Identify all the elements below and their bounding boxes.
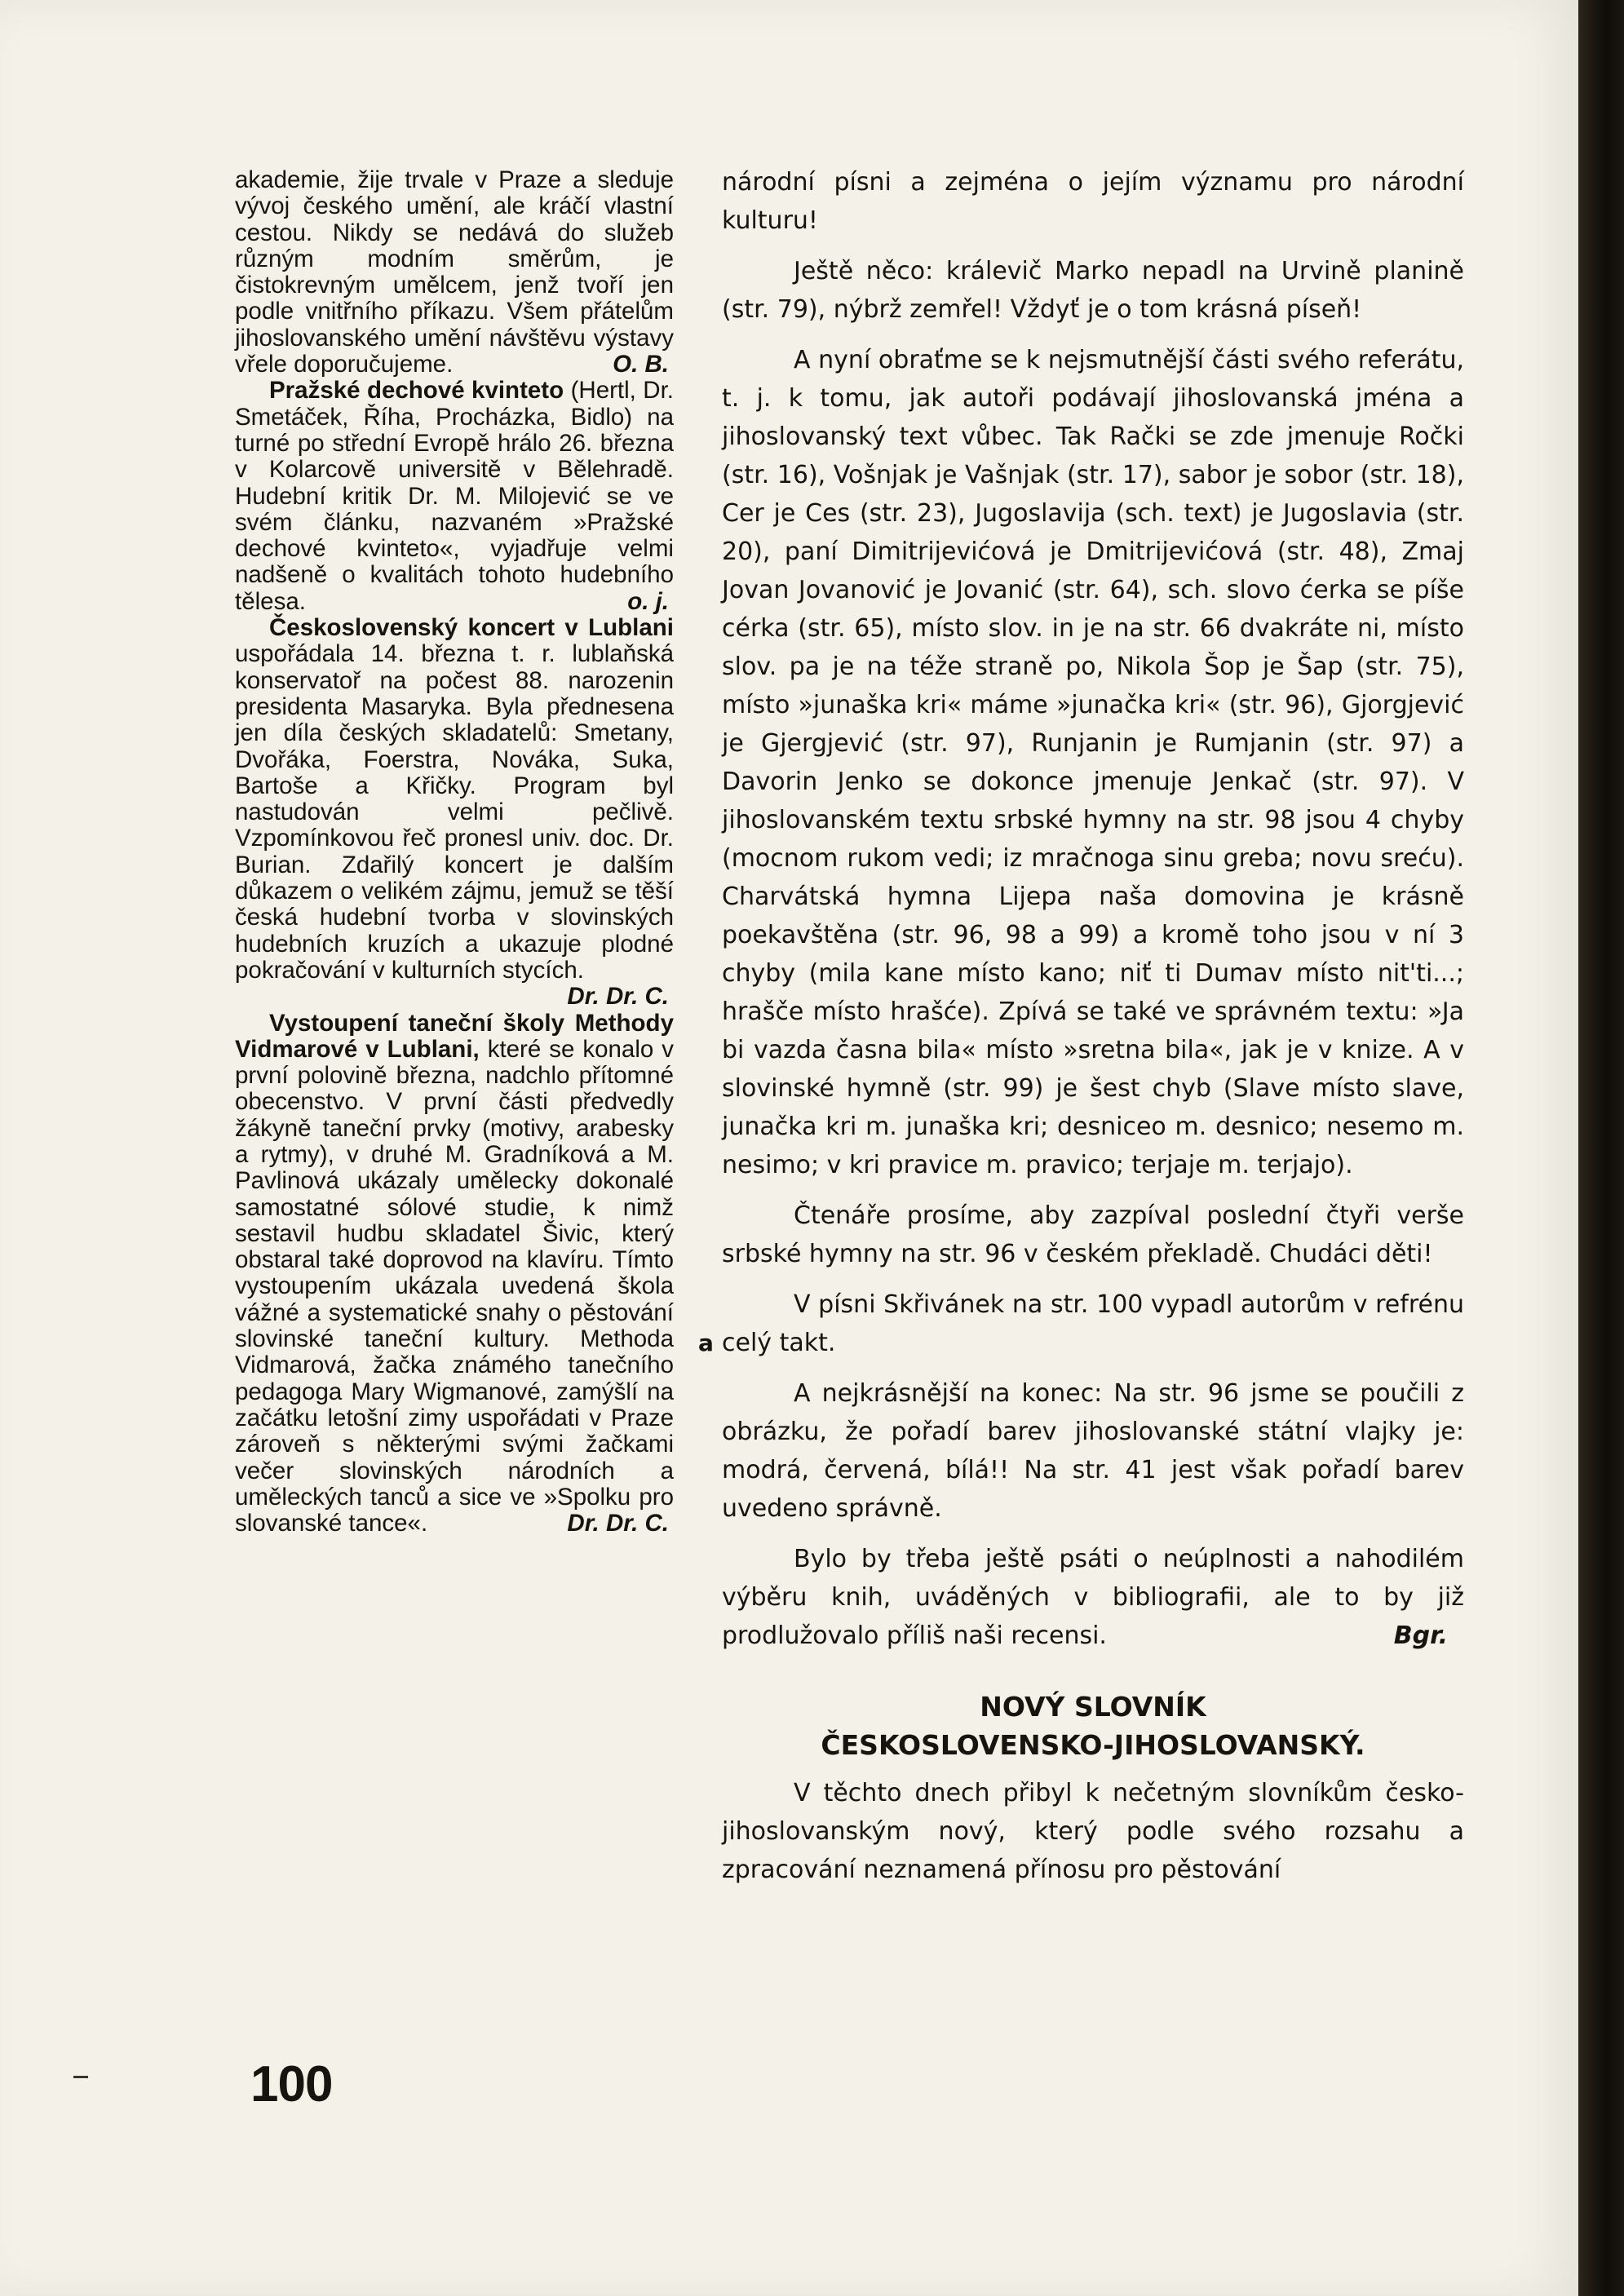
margin-mark: [73, 2076, 88, 2078]
paragraph-text: (Hertl, Dr. Smetáček, Říha, Procházka, Bidlo) na turné po střední Evropě hrálo 26. března v Kolarcově universitě v Bělehradě. Hudební kritik Dr. M. Milojević se ve svém článku, nazvaném »Pražské dechové kvinteto«, vyjadřuje velmi nadšeně o kvalitách tohoto hudebního tělesa.: [235, 377, 674, 615]
section-heading: [722, 1688, 1464, 1764]
article-paragraph: [235, 1011, 674, 1537]
article-paragraph: [235, 378, 674, 615]
review-paragraph: V těchto dnech přibyl k nečetným slovníkům česko-jihoslovanským nový, který podle svého rozsahu a zpracování neznamená přínosu pro pěstování: [722, 1779, 1464, 1884]
paragraph-text: akademie, žije trvale v Praze a sleduje vývoj českého umění, ale kráčí vlastní cestou. Nikdy se nedává do služeb různým modním směrům, je čistokrevným umělcem, jenž tvoří jen podle vnitřního příkazu. Všem přátelům jihoslovanského umění návštěvu výstavy vřele doporučujeme.: [235, 166, 674, 378]
paragraph-text: které se konalo v první polovině března, nadchlo přítomné obecenstvo. V první části předvedly žákyně taneční prvky (motivy, arabesky a rytmy), v druhé M. Gradníková a M. Pavlinová ukázaly umělecky dokonalé samostatné sólové studie, k nimž sestavil hudbu skladatel Šivic, který obstaral také doprovod na klavíru. Tímto vystoupením ukázala uvedená škola vážné a systematické snahy o pěstování slovinské taneční kultury. Methoda Vidmarová, žačka známého tanečního pedagoga Mary Wigmanové, zamýšlí na začátku letošní zimy uspořádati v Praze zároveň s některými svými žačkami večer slovinských národních a uměleckých tanců a sice ve »Spolku pro slovanské tance«.: [235, 1035, 674, 1537]
heading-line: NOVÝ SLOVNÍK: [980, 1691, 1206, 1723]
author-signature: Dr. Dr. C.: [567, 983, 669, 1011]
page-edge: [1578, 0, 1624, 2296]
author-signature: Bgr.: [1393, 1621, 1448, 1650]
side-mark: a: [698, 1329, 714, 1356]
heading-line: ČESKOSLOVENSKO-JIHOSLOVANSKÝ.: [821, 1729, 1365, 1761]
review-paragraph: A nyní obraťme se k nejsmutnější části svého referátu, t. j. k tomu, jak autoři podávají jihoslovanská jména a jihoslovanský text vůbec. Tak Rački se zde jmenuje Ročki (str. 16), Vošnjak je Vašnjak (str. 17), sabor je sobor (str. 18), Cer je Ces (str. 23), Jugoslavija (sch. text) je Jugoslavia (str. 20), paní Dimitrijevićová je Dmitrijevićová (str. 48), Zmaj Jovan Jovanović je Jovanić (str. 64), sch. slovo ćerka se píše cérka (str. 65), místo slov. in je na str. 66 dvakráte ni, místo slov. pa je na téže straně po, Nikola Šop je Šap (str. 75), místo »junaška kri« máme »junačka kri« (str. 96), Gjorgjević je Gjergjević (str. 97), Runjanin je Rumjanin (str. 97) a Davorin Jenko se dokonce jmenuje Jenkač (str. 97). V jihoslovanském textu srbské hymny na str. 98 jsou 4 chyby (mocnom rukom vedi; iz mračnoga sinu greba; novu sreću). Charvátská hymna Lijepa naša domovina je krásně poekavštěna (str. 96, 98 a 99) a kromě toho jsou v ní 3 chyby (mila kane místo kano; niť ti Dumav místo nit'ti...; hrašče místo hrašće). Zpívá se také ve správném textu: »Ja bi vazda časna bila« místo »sretna bila«, jak je v knize. A v slovinské hymně (str. 99) je šest chyb (Slave místo slave, junačka kri m. junaška kri; desniceo m. desnico; nesemo m. nesimo; v kri pravice m. pravico; terjaje m. terjajo).: [722, 346, 1464, 1179]
review-paragraph: Čtenáře prosíme, aby zazpíval poslední čtyři verše srbské hymny na str. 96 v českém překladě. Chudáci děti!: [722, 1201, 1464, 1268]
article-title: Pražské dechové kvinteto: [269, 377, 564, 405]
paragraph-text: Bylo by třeba ještě psáti o neúplnosti a nahodilém výběru knih, uváděných v bibliografii, ale to by již prodlužovalo příliš naši recensi.: [722, 1545, 1464, 1650]
review-paragraph: [722, 1540, 1464, 1655]
author-signature: Dr. Dr. C.: [567, 1510, 669, 1537]
left-column: [235, 167, 674, 1537]
paragraph-text: uspořádala 14. března t. r. lublaňská konservatoř na počest 88. narozenin presidenta Masaryka. Byla přednesena jen díla českých skladatelů: Smetany, Dvořáka, Foerstra, Nováka, Suka, Bartoše a Křičky. Program byl nastudován velmi pečlivě. Vzpomínkovou řeč pronesl univ. doc. Dr. Burian. Zdařilý koncert je dalším důkazem o velikém zájmu, jemuž se těší česká hudební tvorba v slovinských hudebních kruzích a ukazuje plodné pokračování v kulturních stycích.: [235, 640, 674, 984]
author-signature: O. B.: [613, 351, 669, 378]
article-title: Vystoupení taneční školy Methody Vidmarové v Lublani,: [235, 1009, 674, 1063]
article-title: Československý koncert v Lublani: [269, 614, 674, 642]
right-column: [722, 163, 1464, 1901]
article-paragraph: [235, 614, 674, 1011]
review-paragraph: V písni Skřivánek na str. 100 vypadl autorům v refrénu celý takt.: [722, 1290, 1464, 1357]
page-number: 100: [250, 2056, 333, 2112]
review-paragraph: národní písni a zejména o jejím významu pro národní kulturu!: [722, 168, 1464, 235]
review-paragraph: A nejkrásnější na konec: Na str. 96 jsme se poučili z obrázku, že pořadí barev jihoslovanské státní vlajky je: modrá, červená, bílá!! Na str. 41 jest však pořadí barev uvedeno správně.: [722, 1379, 1464, 1523]
author-signature: o. j.: [627, 587, 669, 615]
article-paragraph: [235, 167, 674, 378]
review-paragraph: Ještě něco: králevič Marko nepadl na Urvině planině (str. 79), nýbrž zemřel! Vždyť je o tom krásná píseň!: [722, 257, 1464, 324]
